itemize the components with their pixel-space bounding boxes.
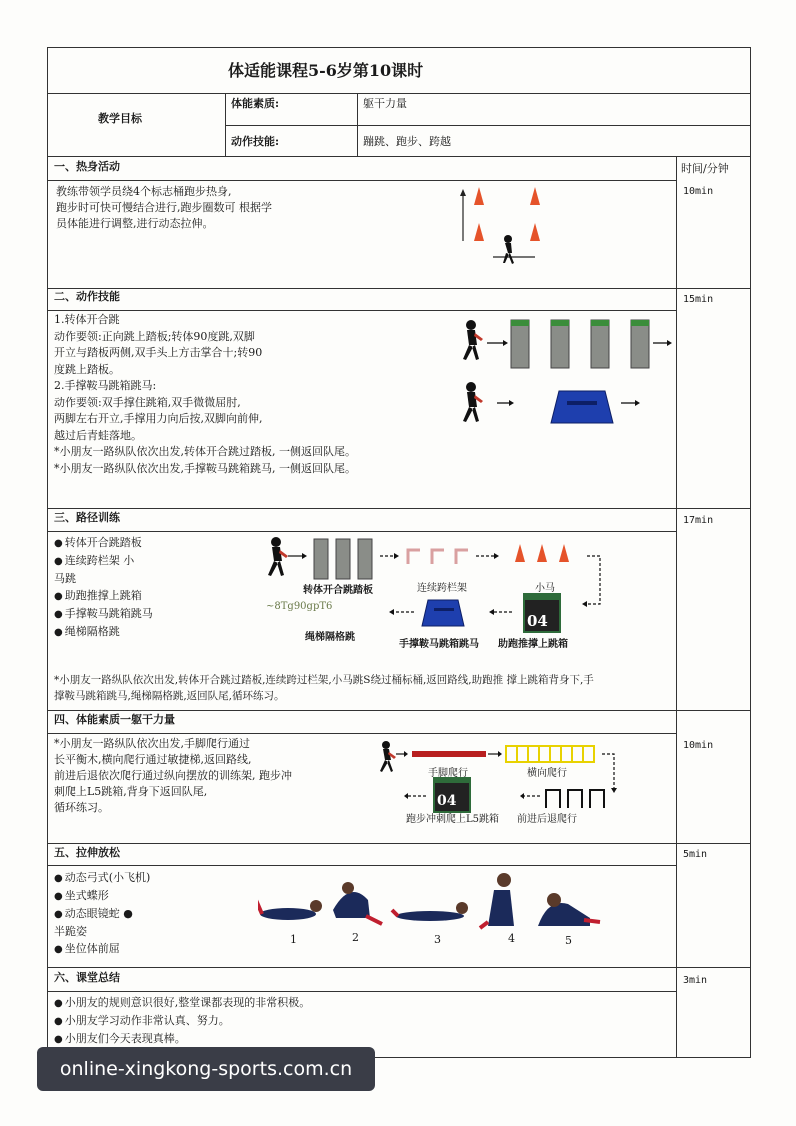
cone-icon xyxy=(537,544,547,562)
diagram-label: 连续跨栏架 xyxy=(417,583,467,594)
balance-beam-icon xyxy=(412,751,486,757)
divider xyxy=(47,288,751,289)
stretch-poses-illustration xyxy=(258,870,603,932)
list-item: ● 手撑鞍马跳箱跳马 xyxy=(54,605,254,623)
pose-number: 5 xyxy=(565,934,572,947)
section-title-stretch: 五、拉伸放松 xyxy=(54,846,120,859)
list-item: ● 小朋友学习动作非常认真、努力。 xyxy=(54,1012,654,1030)
list-item: ● 坐式蝶形 xyxy=(54,887,254,905)
list-item: ● 坐位体前屈 xyxy=(54,940,254,958)
diagram-label: 跑步冲刺爬上L5跳箱 xyxy=(406,814,500,825)
stretch-bullets xyxy=(54,869,254,958)
summary-bullets xyxy=(54,994,654,1048)
diagram-label: 横向爬行 xyxy=(527,768,567,779)
runner-icon xyxy=(463,320,483,360)
cone-icon xyxy=(474,223,484,241)
runner-icon xyxy=(268,537,288,576)
pose-4-icon xyxy=(480,873,514,928)
divider xyxy=(357,93,358,156)
section-time-core: 10min xyxy=(683,740,714,751)
divider xyxy=(47,180,676,181)
section-title-path: 三、路径训练 xyxy=(54,511,120,524)
box-number: 04 xyxy=(437,793,457,809)
section-title-skills: 二、动作技能 xyxy=(54,290,120,303)
cone-icon xyxy=(515,544,525,562)
vault-box-icon xyxy=(422,600,464,626)
divider xyxy=(47,865,676,866)
page-title: 体适能课程5-6岁第10课时 xyxy=(228,61,424,80)
pose-3-icon xyxy=(392,902,468,921)
vault-box-icon xyxy=(551,391,613,423)
diagram-label: 前进后退爬行 xyxy=(517,814,577,825)
core-strength-diagram xyxy=(374,738,634,820)
section-time-summary: 3min xyxy=(683,975,708,986)
diagram-label: ~8Tg90gpT6 xyxy=(266,601,333,612)
cone-icon xyxy=(530,187,540,205)
box-number: 04 xyxy=(527,612,548,630)
divider xyxy=(47,310,676,311)
divider xyxy=(225,93,226,156)
divider xyxy=(47,93,751,94)
time-column-divider xyxy=(676,156,677,1058)
list-item: ● 小朋友的规则意识很好,整堂课都表现的非常积极。 xyxy=(54,994,654,1012)
divider xyxy=(47,710,751,711)
diagram-label: 绳梯隔格跳 xyxy=(305,632,355,643)
agility-ladder-icon xyxy=(506,746,594,762)
list-item: ● 动态眼镜蛇 ● 半跪姿 xyxy=(54,905,254,940)
step-board-icon xyxy=(511,320,649,368)
runner-icon xyxy=(380,741,396,772)
goals-label: 教学目标 xyxy=(98,112,142,125)
path-bullets xyxy=(54,534,254,641)
divider xyxy=(47,531,676,532)
watermark-banner: online-xingkong-sports.com.cn xyxy=(37,1047,375,1091)
section-title-warmup: 一、热身活动 xyxy=(54,160,120,173)
goal-value-fitness: 躯干力量 xyxy=(363,97,407,110)
divider xyxy=(47,967,751,968)
time-column-header: 时间/分钟 xyxy=(681,162,729,175)
section-text-core: *小朋友一路纵队依次出发,手脚爬行通过 长平衡木,横向爬行通过敏捷梯,返回路线, 前进后退依次爬行通过纵向摆放的训练架, 跑步冲 刺爬上L5跳箱,背身下返回队尾, 循环练习。 xyxy=(54,737,292,814)
cone-icon xyxy=(530,223,540,241)
section-time-stretch: 5min xyxy=(683,849,708,860)
goal-value-skill: 蹦跳、跑步、跨越 xyxy=(363,135,451,148)
section-time-warmup: 10min xyxy=(683,186,714,197)
section-note-path: *小朋友一路纵队依次出发,转体开合跳过踏板,连续跨过栏架,小马跳S绕过桶标桶,返回路线,助跑推 撑上跳箱背身下,手 撑鞍马跳箱跳马,绳梯隔格跳,返回队尾,循环练习。 xyxy=(54,674,594,702)
cone-icon xyxy=(474,187,484,205)
hurdle-icon xyxy=(408,550,468,564)
divider xyxy=(47,843,751,844)
runner-icon xyxy=(503,235,514,264)
pose-number: 1 xyxy=(290,933,297,946)
list-item: ● 助跑推撑上跳箱 xyxy=(54,587,254,605)
pose-number: 2 xyxy=(352,931,359,944)
diagram-label: 手脚爬行 xyxy=(428,768,468,779)
divider xyxy=(47,991,676,992)
cone-icon xyxy=(559,544,569,562)
crawl-frame-icon xyxy=(546,790,604,808)
pose-2-icon xyxy=(333,882,382,924)
pose-1-icon xyxy=(258,900,322,920)
divider xyxy=(225,125,751,126)
list-item: ● 绳梯隔格跳 xyxy=(54,623,254,641)
diagram-label: 助跑推撑上跳箱 xyxy=(498,639,568,650)
list-item: ● 小朋友们今天表现真棒。 xyxy=(54,1030,654,1048)
diagram-label: 手撑鞍马跳箱跳马 xyxy=(399,639,479,650)
diagram-label: 转体开合跳踏板 xyxy=(303,585,373,596)
divider xyxy=(47,156,751,157)
list-item: ● 动态弓式(小飞机) xyxy=(54,869,254,887)
goal-key-fitness: 体能素质: xyxy=(231,97,280,110)
section-title-core: 四、体能素质一躯干力量 xyxy=(54,713,175,726)
section-time-path: 17min xyxy=(683,515,714,526)
runner-icon xyxy=(463,382,483,422)
pose-5-icon xyxy=(538,893,600,926)
list-item: ● 转体开合跳踏板 xyxy=(54,534,254,552)
warmup-cone-diagram xyxy=(455,183,565,268)
section-text-skills: 1.转体开合跳 动作要领:正向跳上踏板;转体90度跳,双脚 开立与踏板两侧,双手头上方击掌合十;转90 度跳上踏板。 2.手撑鞍马跳箱跳马: 动作要领:双手撑住跳箱,双手微微屈肘, 两脚左右开立,手撑用力向后按,双脚向前伸, 越过后青蛙落地。 *小朋友一路纵队依次出发,转体开合跳过踏板, 一侧返回队尾。 *小朋友一路纵队依次出发,手撑鞍马跳箱跳马, 一侧返回队尾。 xyxy=(54,313,356,475)
pose-number: 3 xyxy=(434,933,441,946)
section-title-summary: 六、课堂总结 xyxy=(54,971,120,984)
section-text-warmup: 教练带领学员绕4个标志桶跑步热身, 跑步时可快可慢结合进行,跑步圈数可 根据学 员体能进行调整,进行动态拉伸。 xyxy=(56,185,272,230)
divider xyxy=(47,733,676,734)
goal-key-skill: 动作技能: xyxy=(231,135,280,148)
list-item: ● 连续跨栏架 小 马跳 xyxy=(54,552,254,587)
section-time-skills: 15min xyxy=(683,294,714,305)
step-board-icon xyxy=(314,539,372,579)
skills-diagram xyxy=(455,315,675,430)
diagram-label: 小马 xyxy=(535,583,555,594)
pose-number: 4 xyxy=(508,932,515,945)
divider xyxy=(47,508,751,509)
